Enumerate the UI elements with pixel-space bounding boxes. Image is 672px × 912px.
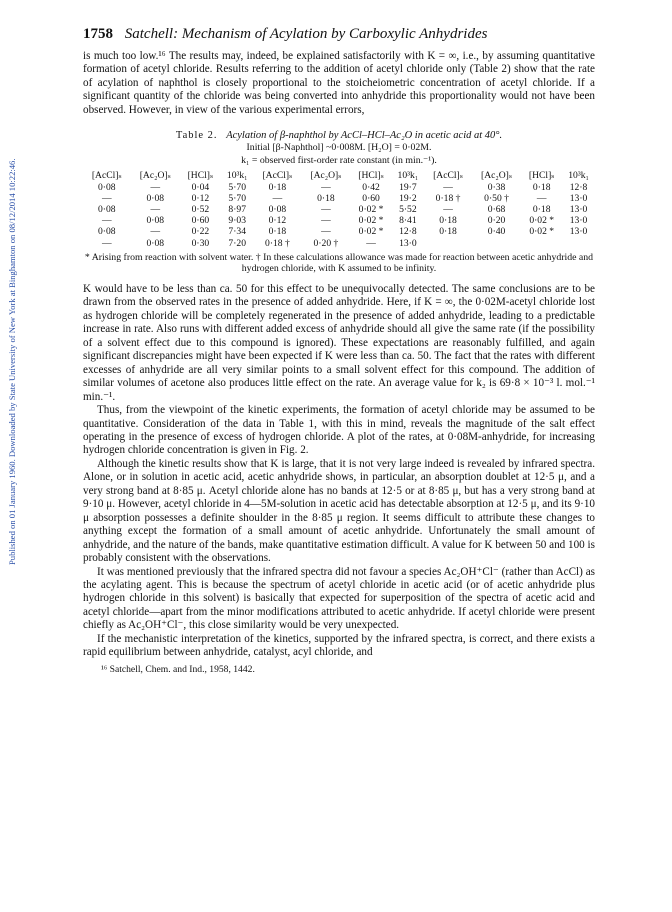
page-number: 1758 [83, 26, 113, 42]
table-cell: 7·34 [228, 226, 247, 238]
table-cell: 0·18 [532, 181, 551, 193]
table-cell: — [150, 203, 161, 215]
table-cell: 0·08 [146, 237, 165, 249]
table-cell: 0·38 [487, 181, 506, 193]
table-cell [562, 238, 595, 249]
table-cell: 0·60 [191, 215, 210, 227]
table-cell: 0·40 [487, 226, 506, 238]
column-header: 10³k₁ [568, 169, 589, 181]
table-cell: — [150, 181, 161, 193]
paragraph-1: is much too low.¹⁶ The results may, indeed, be explained satisfactorily with K = ∞, i.e., by assuming quantitative formation of acetyl chloride. Results referring to the addition of acetyl chloride only (Table 2) show that the rate of acylation of naphthol is closely proportional to the stoicheiometric concentration of acetyl chloride. If a significant quantity of the chloride was being converted into anhydride this proportionality would not have been observed. However, in view of the various experimental errors, [83, 50, 595, 116]
column-header: [HCl]ₛ [528, 169, 555, 181]
table-cell: 0·50 † [484, 192, 509, 204]
table-cell: 0·18 [439, 226, 457, 238]
footnote-16: ¹⁶ Satchell, Chem. and Ind., 1958, 1442. [101, 663, 255, 675]
table-cell: 0·02 * [358, 215, 384, 227]
table-cell [472, 238, 521, 249]
paragraph-4: Although the kinetic results show that K is large, that it is not very large indeed is revealed by infrared spectra. Alone, or in solution in acetic acid, acetic anhydride shows, in particular, an absorption doublet at 12·5 μ, and a very strong band at 8·85 μ. Acetyl chloride alone has no bands at 12·5 or at 8·85 μ, but has a very strong band at 9·10 μ. However, acetyl chloride in 4—5M-solution in acetic acid has detectable absorption at 12·5 μ, and its 9·10 μ absorption possesses a definite shoulder in the 8·85 μ region. It seems difficult to attribute these changes to anything except the formation of a small amount of acetic anhydride. Unfortunately the small amount of anhydride, and the nature of the bands, make quantitative estimation difficult. A value for K between 50 and 100 is probably consistent with the observations. [83, 457, 595, 565]
table-cell: — [443, 181, 453, 193]
table-cell [521, 238, 562, 249]
table-cell: 0·68 [487, 203, 506, 215]
column-header: [Ac₂O]ₛ [310, 169, 342, 181]
data-table [83, 169, 595, 249]
table-cell: 5·70 [228, 181, 247, 193]
running-header [83, 26, 595, 43]
table-cell: 0·12 [191, 192, 210, 204]
table-cell: 13·0 [569, 192, 588, 204]
table-cell: 8·41 [399, 215, 417, 227]
table-label: Table 2. [175, 130, 218, 142]
table-cell: — [536, 192, 547, 204]
table-row [83, 238, 595, 249]
table-caption [83, 129, 595, 142]
table-cell: 13·0 [569, 203, 588, 215]
table-cell: 0·18 [439, 215, 457, 227]
article-page [83, 26, 595, 675]
paragraph-3: Thus, from the viewpoint of the kinetic experiments, the formation of acetyl chloride may be assumed to be quantitative. Consideration of the data in Table 1, with this in mind, reveals the magnitude of the salt effect operating in the presence of excess of hydrogen chloride. A plot of the rates, at 0·08M-anhydride, for increasing hydrogen chloride concentration is given in Fig. 2. [83, 404, 595, 457]
table-cell: — [443, 203, 453, 215]
table-footnote: * Arising from reaction with solvent water. † In these calculations allowance was made for reaction between acetic anhydride and hydrogen chloride, with K assumed to be infinity. [84, 251, 594, 275]
table-cell: — [366, 237, 376, 249]
table-cell: 12·8 [399, 226, 417, 238]
table-cell: 0·18 [532, 203, 551, 215]
table-cell: 5·70 [228, 192, 247, 204]
column-header: [AcCl]ₛ [91, 169, 122, 181]
column-header: 10³k₁ [226, 169, 248, 181]
column-header: [HCl]ₛ [358, 169, 384, 181]
table-cell: 0·18 [268, 181, 287, 193]
table-cell: 5·52 [399, 203, 417, 215]
table-cell: 19·7 [399, 181, 417, 193]
table-row [83, 215, 595, 226]
column-header: [AcCl]ₛ [433, 169, 463, 181]
column-header: [Ac₂O]ₛ [139, 169, 171, 181]
table-cell: 0·18 [268, 226, 287, 238]
table-cell: — [321, 226, 331, 238]
table-cell: — [321, 215, 331, 227]
table-cell: 13·0 [399, 237, 417, 249]
table-cell: 0·08 [97, 181, 116, 193]
table-cell: 0·20 † [313, 237, 339, 249]
table-cell: 0·08 [146, 192, 165, 204]
table-cell: 0·08 [97, 226, 116, 238]
table-cell: 0·02 * [358, 226, 384, 238]
table-title: Acylation of β-naphthol by AcCl–HCl–Ac₂O in acetic acid at 40°. [226, 130, 503, 142]
table-cell: 0·12 [268, 215, 287, 227]
column-header: 10³k₁ [397, 169, 419, 181]
table-cell: 0·02 * [529, 215, 555, 227]
table-cell: 0·08 [146, 215, 165, 227]
table-cell: 0·02 * [529, 226, 555, 238]
table-row [83, 226, 595, 237]
table-cell: 0·52 [191, 203, 210, 215]
table-cell: 7·20 [228, 237, 247, 249]
table-row [83, 182, 595, 193]
table-cell: — [150, 226, 161, 238]
table-cell: 0·18 † [435, 192, 461, 204]
table-cell: 0·02 * [358, 203, 384, 215]
paragraph-6: If the mechanistic interpretation of the kinetics, supported by the infrared spectra, is correct, and there exists a rapid equilibrium between anhydride, catalyst, acyl chloride, and [83, 632, 595, 659]
table-cell: 0·22 [191, 226, 210, 238]
table-cell: — [101, 215, 112, 227]
table-cell: 0·42 [362, 181, 380, 193]
running-title: Satchell: Mechanism of Acylation by Carboxylic Anhydrides [124, 26, 488, 42]
table-cell [424, 238, 472, 249]
table-header-row [83, 169, 595, 182]
table-rate-definition: k₁ = observed first-order rate constant (in min.⁻¹). [241, 154, 437, 166]
download-watermark [7, 158, 17, 565]
table-cell: 12·8 [569, 181, 588, 193]
column-header: [HCl]ₛ [187, 169, 214, 181]
table-cell: 0·20 [487, 215, 506, 227]
table-cell: 19·2 [399, 192, 417, 204]
column-header: [Ac₂O]ₛ [481, 169, 513, 181]
table-conditions: Initial [β-Naphthol] ~0·008M. [H₂O] = 0·02M. [246, 142, 432, 154]
paragraph-2: K would have to be less than ca. 50 for this effect to be unequivocally detected. The same conclusions are to be drawn from the observed rates in the presence of added anhydride. Here, if K = ∞, the 0·02M-acetyl chloride lost as hydrogen chloride will be completely regenerated in the presence of added anhydride, leading to a predictable increase in rate. Also runs with different added excess of anhydride should all give the same rate (if the possibility of a solvent effect due to this compound is ignored). These expectations are reasonably fulfilled, and again significant discrepancies might have been expected if K were less than ca. 50. The fact that the rates with different excesses of anhydride are all very similar points to a small solvent effect for this compound. The addition of similar volumes of acetone also produces little effect on the rate. An average value for k₂ is 69·8 × 10⁻³ l. mol.⁻¹ min.⁻¹. [83, 282, 595, 403]
table-cell: — [101, 237, 112, 249]
paragraph-5: It was mentioned previously that the infrared spectra did not favour a species Ac₂OH⁺Cl⁻ (rather than AcCl) as the acylating agent. This is because the spectrum of acetyl chloride in acetic acid (or of acetic anhydride plus hydrogen chloride in this solvent) is basically that expected for superposition of the spectra of acetic acid and acetyl chloride—apart from the minor modifications attributed to acetic anhydride. If acetyl chloride were present chiefly as Ac₂OH⁺Cl⁻, this close similarity would be very unexpected. [83, 565, 595, 632]
table-cell: 9·03 [228, 215, 247, 227]
table-cell: 0·18 † [265, 237, 290, 249]
table-cell: 13·0 [569, 215, 588, 227]
table-cell: — [101, 192, 112, 204]
table-cell: 0·08 [97, 203, 116, 215]
table-cell: — [321, 203, 331, 215]
column-header: [AcCl]ₛ [262, 169, 293, 181]
table-cell: 8·97 [228, 203, 247, 215]
table-row [83, 193, 595, 204]
table-cell: 0·08 [268, 203, 287, 215]
table-cell: 13·0 [569, 226, 588, 238]
table-cell: 0·30 [191, 237, 210, 249]
table-cell: — [321, 181, 331, 193]
table-cell: — [272, 192, 283, 204]
table-cell: 0·04 [191, 181, 210, 193]
table-row [83, 204, 595, 215]
download-note: Published on 01 January 1960. Downloaded by State University of New York at Binghamton on 08/12/2014 10:22:46. [7, 158, 17, 565]
table-cell: 0·60 [362, 192, 380, 204]
table-cell: 0·18 [317, 192, 335, 204]
